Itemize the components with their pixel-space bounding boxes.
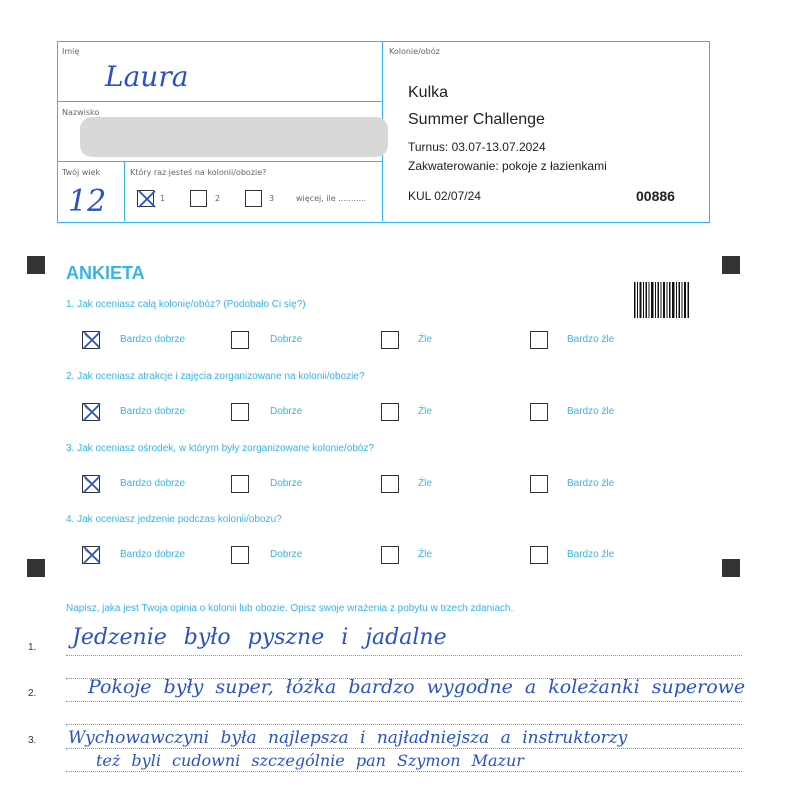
question-1-option-label: Bardzo źle (567, 334, 615, 345)
question-1-checkbox-2[interactable] (231, 331, 249, 349)
barcode (634, 282, 690, 318)
registration-mark-top-right (722, 256, 740, 274)
opinion-line-1[interactable]: Jedzenie było pyszne i jadalne (72, 625, 447, 650)
line-number-2: 2. (28, 688, 37, 699)
question-2-option-label: Bardzo dobrze (120, 406, 186, 417)
question-1-option-label: Źle (418, 334, 432, 345)
times-checkbox-3[interactable] (245, 190, 262, 207)
writing-line (66, 655, 742, 656)
opinion-line-3[interactable]: Wychowawczyni była najlepsza i najładniejsza a instruktorzy (68, 728, 628, 748)
line-number-3: 3. (28, 735, 37, 746)
turnus-text: Turnus: 03.07-13.07.2024 (408, 140, 546, 154)
surname-label: Nazwisko (62, 108, 100, 117)
writing-line (66, 724, 742, 725)
question-4-option-label: Bardzo źle (567, 549, 615, 560)
camp-program: Summer Challenge (408, 111, 545, 128)
question-1-option-label: Bardzo dobrze (120, 334, 186, 345)
question-1-option-label: Dobrze (270, 334, 303, 345)
check-cross-icon (81, 544, 103, 566)
check-cross-icon (81, 473, 103, 495)
times-checkbox-1[interactable] (137, 190, 154, 207)
check-cross-icon (81, 329, 103, 351)
opinion-line-4[interactable]: też byli cudowni szczególnie pan Szymon Mazur (96, 751, 524, 770)
question-3-checkbox-2[interactable] (231, 475, 249, 493)
times-option-1: 1 (160, 194, 166, 203)
surname-divider (57, 161, 382, 162)
age-divider (124, 161, 125, 221)
question-3-option-label: Dobrze (270, 478, 303, 489)
question-4-option-label: Źle (418, 549, 432, 560)
question-2-checkbox-2[interactable] (231, 403, 249, 421)
question-4-checkbox-1[interactable] (82, 546, 100, 564)
registration-mark-bottom-left (27, 559, 45, 577)
question-2-text: 2. Jak oceniasz atrakcje i zajęcia zorganizowane na kolonii/obozie? (66, 371, 365, 382)
question-3-checkbox-4[interactable] (530, 475, 548, 493)
opinion-line-2[interactable]: Pokoje były super, łóżka bardzo wygodne a koleżanki superowe (88, 676, 746, 698)
question-2-option-label: Dobrze (270, 406, 303, 417)
age-label: Twój wiek (62, 168, 101, 177)
camp-name: Kulka (408, 84, 449, 101)
registration-mark-top-left (27, 256, 45, 274)
check-cross-icon (81, 401, 103, 423)
question-3-checkbox-3[interactable] (381, 475, 399, 493)
line-number-1: 1. (28, 642, 37, 653)
question-3-option-label: Bardzo dobrze (120, 478, 186, 489)
times-label: Który raz jesteś na kolonii/obozie? (130, 168, 267, 177)
question-3-checkbox-1[interactable] (82, 475, 100, 493)
question-4-checkbox-4[interactable] (530, 546, 548, 564)
times-option-2: 2 (215, 194, 221, 203)
name-label: Imię (62, 47, 80, 56)
question-2-checkbox-3[interactable] (381, 403, 399, 421)
name-value[interactable]: Laura (105, 60, 189, 93)
form-number: 00886 (636, 188, 675, 204)
question-2-checkbox-4[interactable] (530, 403, 548, 421)
question-3-option-label: Bardzo źle (567, 478, 615, 489)
times-checkbox-2[interactable] (190, 190, 207, 207)
times-more-field[interactable]: więcej, ile ........... (296, 194, 367, 203)
question-1-text: 1. Jak oceniasz całą kolonię/obóz? (Podobało Ci się?) (66, 299, 306, 310)
camp-label: Kolonie/obóz (389, 47, 440, 56)
writing-line (66, 748, 742, 749)
question-3-text: 3. Jak oceniasz ośrodek, w którym były zorganizowane kolonie/obóz? (66, 443, 374, 454)
question-4-checkbox-2[interactable] (231, 546, 249, 564)
writing-line (66, 771, 742, 772)
question-4-text: 4. Jak oceniasz jedzenie podczas kolonii/obozu? (66, 514, 282, 525)
question-4-option-label: Bardzo dobrze (120, 549, 186, 560)
survey-title: ANKIETA (66, 263, 145, 283)
question-4-option-label: Dobrze (270, 549, 303, 560)
age-value[interactable]: 12 (68, 184, 107, 219)
question-1-checkbox-3[interactable] (381, 331, 399, 349)
question-3-option-label: Źle (418, 478, 432, 489)
camp-code: KUL 02/07/24 (408, 189, 481, 203)
writing-line (66, 701, 742, 702)
question-1-checkbox-4[interactable] (530, 331, 548, 349)
question-2-option-label: Bardzo źle (567, 406, 615, 417)
name-divider (57, 101, 382, 102)
registration-mark-bottom-right (722, 559, 740, 577)
question-2-checkbox-1[interactable] (82, 403, 100, 421)
question-1-checkbox-1[interactable] (82, 331, 100, 349)
question-2-option-label: Źle (418, 406, 432, 417)
accommodation-text: Zakwaterowanie: pokoje z łazienkami (408, 159, 607, 173)
opinion-prompt: Napisz, jaka jest Twoja opinia o kolonii lub obozie. Opisz swoje wrażenia z pobytu w trzech zdaniach. (66, 603, 514, 614)
question-4-checkbox-3[interactable] (381, 546, 399, 564)
times-option-3: 3 (269, 194, 275, 203)
surname-redaction (80, 117, 388, 157)
